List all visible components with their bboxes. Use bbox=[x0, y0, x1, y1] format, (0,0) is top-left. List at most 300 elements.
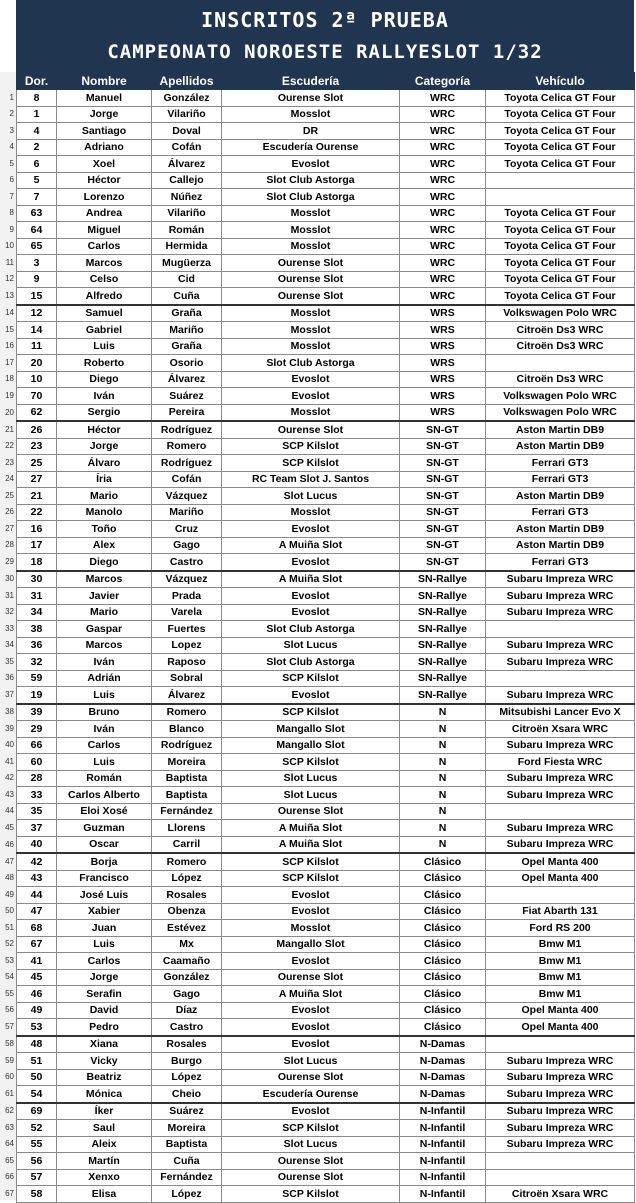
cell-vehiculo[interactable]: Toyota Celica GT Four bbox=[486, 255, 635, 272]
cell-vehiculo[interactable] bbox=[486, 621, 635, 638]
cell-categoria[interactable]: Clásico bbox=[400, 887, 486, 904]
cell-categoria[interactable]: N bbox=[400, 770, 486, 787]
cell-nombre[interactable]: Íria bbox=[57, 471, 152, 488]
cell-escuderia[interactable]: Mosslot bbox=[222, 238, 400, 255]
cell-nombre[interactable]: Borja bbox=[57, 853, 152, 870]
cell-vehiculo[interactable]: Toyota Celica GT Four bbox=[486, 288, 635, 305]
cell-dorsal[interactable]: 64 bbox=[17, 222, 57, 239]
cell-vehiculo[interactable] bbox=[486, 355, 635, 372]
cell-apellidos[interactable]: González bbox=[152, 969, 222, 986]
cell-dorsal[interactable]: 65 bbox=[17, 238, 57, 255]
cell-nombre[interactable]: José Luis bbox=[57, 887, 152, 904]
cell-nombre[interactable]: Eloi Xosé bbox=[57, 803, 152, 820]
cell-apellidos[interactable]: Callejo bbox=[152, 172, 222, 189]
cell-dorsal[interactable]: 14 bbox=[17, 322, 57, 339]
cell-apellidos[interactable]: Rodríguez bbox=[152, 421, 222, 438]
cell-nombre[interactable]: Miguel bbox=[57, 222, 152, 239]
cell-dorsal[interactable]: 29 bbox=[17, 721, 57, 738]
cell-vehiculo[interactable]: Subaru Impreza WRC bbox=[486, 687, 635, 704]
cell-nombre[interactable]: Román bbox=[57, 770, 152, 787]
cell-dorsal[interactable]: 43 bbox=[17, 870, 57, 887]
cell-vehiculo[interactable]: Aston Martin DB9 bbox=[486, 488, 635, 505]
cell-vehiculo[interactable]: Citroën Ds3 WRC bbox=[486, 338, 635, 355]
cell-apellidos[interactable]: Caamaño bbox=[152, 953, 222, 970]
cell-escuderia[interactable]: Slot Club Astorga bbox=[222, 172, 400, 189]
cell-vehiculo[interactable]: Citroën Xsara WRC bbox=[486, 721, 635, 738]
cell-nombre[interactable]: Pedro bbox=[57, 1019, 152, 1036]
cell-vehiculo[interactable]: Subaru Impreza WRC bbox=[486, 588, 635, 605]
cell-categoria[interactable]: N bbox=[400, 787, 486, 804]
cell-escuderia[interactable]: Evoslot bbox=[222, 953, 400, 970]
cell-vehiculo[interactable]: Citroën Xsara WRC bbox=[486, 1186, 635, 1203]
cell-categoria[interactable]: SN-GT bbox=[400, 438, 486, 455]
cell-vehiculo[interactable]: Toyota Celica GT Four bbox=[486, 106, 635, 123]
cell-apellidos[interactable]: Moreira bbox=[152, 1120, 222, 1137]
cell-nombre[interactable]: Iván bbox=[57, 721, 152, 738]
cell-apellidos[interactable]: Gago bbox=[152, 986, 222, 1003]
cell-nombre[interactable]: Elisa bbox=[57, 1186, 152, 1203]
cell-categoria[interactable]: N bbox=[400, 704, 486, 721]
cell-vehiculo[interactable]: Aston Martin DB9 bbox=[486, 521, 635, 538]
cell-vehiculo[interactable]: Bmw M1 bbox=[486, 986, 635, 1003]
cell-categoria[interactable]: WRS bbox=[400, 371, 486, 388]
cell-nombre[interactable]: Bruno bbox=[57, 704, 152, 721]
cell-escuderia[interactable]: Escudería Ourense bbox=[222, 139, 400, 156]
cell-vehiculo[interactable]: Toyota Celica GT Four bbox=[486, 90, 635, 107]
cell-nombre[interactable]: Héctor bbox=[57, 421, 152, 438]
header-escuderia[interactable]: Escudería bbox=[222, 73, 400, 90]
cell-escuderia[interactable]: DR bbox=[222, 123, 400, 140]
cell-categoria[interactable]: WRC bbox=[400, 271, 486, 288]
header-nombre[interactable]: Nombre bbox=[57, 73, 152, 90]
cell-escuderia[interactable]: Evoslot bbox=[222, 1019, 400, 1036]
cell-nombre[interactable]: Jorge bbox=[57, 438, 152, 455]
cell-apellidos[interactable]: Álvarez bbox=[152, 687, 222, 704]
cell-categoria[interactable]: WRC bbox=[400, 156, 486, 173]
cell-nombre[interactable]: Marcos bbox=[57, 637, 152, 654]
cell-nombre[interactable]: Luis bbox=[57, 687, 152, 704]
cell-apellidos[interactable]: Baptista bbox=[152, 787, 222, 804]
cell-dorsal[interactable]: 9 bbox=[17, 271, 57, 288]
cell-vehiculo[interactable]: Subaru Impreza WRC bbox=[486, 1086, 635, 1103]
cell-vehiculo[interactable]: Subaru Impreza WRC bbox=[486, 1103, 635, 1120]
cell-dorsal[interactable]: 57 bbox=[17, 1169, 57, 1186]
cell-nombre[interactable]: Javier bbox=[57, 588, 152, 605]
cell-apellidos[interactable]: Cofán bbox=[152, 471, 222, 488]
cell-vehiculo[interactable]: Volkswagen Polo WRC bbox=[486, 305, 635, 322]
cell-escuderia[interactable]: Evoslot bbox=[222, 687, 400, 704]
cell-nombre[interactable]: Toño bbox=[57, 521, 152, 538]
cell-categoria[interactable]: N-Infantil bbox=[400, 1169, 486, 1186]
cell-categoria[interactable]: SN-Rallye bbox=[400, 654, 486, 671]
cell-nombre[interactable]: Xoel bbox=[57, 156, 152, 173]
cell-escuderia[interactable]: Mosslot bbox=[222, 305, 400, 322]
cell-escuderia[interactable]: Evoslot bbox=[222, 887, 400, 904]
cell-categoria[interactable]: Clásico bbox=[400, 1019, 486, 1036]
cell-dorsal[interactable]: 2 bbox=[17, 139, 57, 156]
cell-vehiculo[interactable]: Subaru Impreza WRC bbox=[486, 737, 635, 754]
cell-categoria[interactable]: N bbox=[400, 836, 486, 853]
cell-apellidos[interactable]: Doval bbox=[152, 123, 222, 140]
cell-dorsal[interactable]: 44 bbox=[17, 887, 57, 904]
cell-categoria[interactable]: WRS bbox=[400, 404, 486, 421]
cell-dorsal[interactable]: 31 bbox=[17, 588, 57, 605]
cell-escuderia[interactable]: SCP Kilslot bbox=[222, 853, 400, 870]
cell-escuderia[interactable]: SCP Kilslot bbox=[222, 754, 400, 771]
cell-dorsal[interactable]: 26 bbox=[17, 421, 57, 438]
cell-dorsal[interactable]: 66 bbox=[17, 737, 57, 754]
cell-categoria[interactable]: N-Infantil bbox=[400, 1120, 486, 1137]
cell-escuderia[interactable]: Mosslot bbox=[222, 404, 400, 421]
cell-apellidos[interactable]: Rosales bbox=[152, 1036, 222, 1053]
cell-escuderia[interactable]: Mosslot bbox=[222, 322, 400, 339]
cell-apellidos[interactable]: Prada bbox=[152, 588, 222, 605]
cell-escuderia[interactable]: Mosslot bbox=[222, 222, 400, 239]
cell-vehiculo[interactable]: Bmw M1 bbox=[486, 969, 635, 986]
cell-vehiculo[interactable] bbox=[486, 670, 635, 687]
cell-escuderia[interactable]: A Muiña Slot bbox=[222, 836, 400, 853]
cell-escuderia[interactable]: Mosslot bbox=[222, 106, 400, 123]
cell-dorsal[interactable]: 69 bbox=[17, 1103, 57, 1120]
cell-categoria[interactable]: N bbox=[400, 721, 486, 738]
cell-vehiculo[interactable]: Opel Manta 400 bbox=[486, 1002, 635, 1019]
cell-categoria[interactable]: Clásico bbox=[400, 969, 486, 986]
cell-dorsal[interactable]: 54 bbox=[17, 1086, 57, 1103]
cell-apellidos[interactable]: Núñez bbox=[152, 189, 222, 206]
cell-escuderia[interactable]: Evoslot bbox=[222, 1103, 400, 1120]
cell-dorsal[interactable]: 34 bbox=[17, 604, 57, 621]
cell-categoria[interactable]: SN-GT bbox=[400, 521, 486, 538]
cell-vehiculo[interactable]: Subaru Impreza WRC bbox=[486, 1069, 635, 1086]
cell-nombre[interactable]: Alex bbox=[57, 537, 152, 554]
cell-categoria[interactable]: Clásico bbox=[400, 920, 486, 937]
cell-dorsal[interactable]: 10 bbox=[17, 371, 57, 388]
cell-apellidos[interactable]: Suárez bbox=[152, 1103, 222, 1120]
cell-categoria[interactable]: SN-GT bbox=[400, 554, 486, 571]
cell-nombre[interactable]: Jorge bbox=[57, 969, 152, 986]
cell-vehiculo[interactable]: Citroën Ds3 WRC bbox=[486, 322, 635, 339]
cell-categoria[interactable]: N-Infantil bbox=[400, 1153, 486, 1170]
cell-categoria[interactable]: SN-GT bbox=[400, 421, 486, 438]
cell-dorsal[interactable]: 23 bbox=[17, 438, 57, 455]
cell-escuderia[interactable]: Mosslot bbox=[222, 920, 400, 937]
cell-dorsal[interactable]: 5 bbox=[17, 172, 57, 189]
cell-apellidos[interactable]: Mugüerza bbox=[152, 255, 222, 272]
cell-dorsal[interactable]: 16 bbox=[17, 521, 57, 538]
cell-dorsal[interactable]: 67 bbox=[17, 936, 57, 953]
cell-apellidos[interactable]: Vázquez bbox=[152, 571, 222, 588]
cell-vehiculo[interactable]: Subaru Impreza WRC bbox=[486, 571, 635, 588]
cell-escuderia[interactable]: Evoslot bbox=[222, 521, 400, 538]
cell-nombre[interactable]: Gabriel bbox=[57, 322, 152, 339]
cell-categoria[interactable]: SN-Rallye bbox=[400, 670, 486, 687]
cell-nombre[interactable]: Juan bbox=[57, 920, 152, 937]
cell-vehiculo[interactable]: Subaru Impreza WRC bbox=[486, 604, 635, 621]
cell-categoria[interactable]: Clásico bbox=[400, 903, 486, 920]
cell-nombre[interactable]: Roberto bbox=[57, 355, 152, 372]
cell-vehiculo[interactable]: Subaru Impreza WRC bbox=[486, 1120, 635, 1137]
cell-vehiculo[interactable]: Ford RS 200 bbox=[486, 920, 635, 937]
cell-nombre[interactable]: Aleix bbox=[57, 1136, 152, 1153]
cell-vehiculo[interactable]: Toyota Celica GT Four bbox=[486, 271, 635, 288]
cell-vehiculo[interactable] bbox=[486, 172, 635, 189]
cell-nombre[interactable]: Héctor bbox=[57, 172, 152, 189]
cell-dorsal[interactable]: 63 bbox=[17, 205, 57, 222]
cell-escuderia[interactable]: Slot Lucus bbox=[222, 787, 400, 804]
cell-escuderia[interactable]: Slot Club Astorga bbox=[222, 189, 400, 206]
cell-categoria[interactable]: SN-Rallye bbox=[400, 588, 486, 605]
cell-apellidos[interactable]: Romero bbox=[152, 704, 222, 721]
cell-dorsal[interactable]: 21 bbox=[17, 488, 57, 505]
cell-categoria[interactable]: Clásico bbox=[400, 953, 486, 970]
cell-dorsal[interactable]: 33 bbox=[17, 787, 57, 804]
cell-escuderia[interactable]: Ourense Slot bbox=[222, 969, 400, 986]
cell-categoria[interactable]: SN-Rallye bbox=[400, 621, 486, 638]
cell-categoria[interactable]: WRS bbox=[400, 305, 486, 322]
cell-vehiculo[interactable] bbox=[486, 803, 635, 820]
cell-categoria[interactable]: WRC bbox=[400, 139, 486, 156]
cell-vehiculo[interactable]: Opel Manta 400 bbox=[486, 1019, 635, 1036]
cell-categoria[interactable]: N-Infantil bbox=[400, 1186, 486, 1203]
cell-categoria[interactable]: WRC bbox=[400, 205, 486, 222]
cell-escuderia[interactable]: Ourense Slot bbox=[222, 803, 400, 820]
cell-nombre[interactable]: Lorenzo bbox=[57, 189, 152, 206]
cell-nombre[interactable]: Gaspar bbox=[57, 621, 152, 638]
cell-vehiculo[interactable]: Bmw M1 bbox=[486, 953, 635, 970]
cell-dorsal[interactable]: 8 bbox=[17, 90, 57, 107]
cell-nombre[interactable]: Íker bbox=[57, 1103, 152, 1120]
cell-escuderia[interactable]: Ourense Slot bbox=[222, 288, 400, 305]
cell-vehiculo[interactable]: Toyota Celica GT Four bbox=[486, 238, 635, 255]
cell-apellidos[interactable]: Graña bbox=[152, 305, 222, 322]
cell-dorsal[interactable]: 20 bbox=[17, 355, 57, 372]
cell-escuderia[interactable]: Mangallo Slot bbox=[222, 737, 400, 754]
cell-nombre[interactable]: Luis bbox=[57, 936, 152, 953]
cell-escuderia[interactable]: Mangallo Slot bbox=[222, 721, 400, 738]
cell-apellidos[interactable]: Burgo bbox=[152, 1053, 222, 1070]
cell-dorsal[interactable]: 59 bbox=[17, 670, 57, 687]
cell-apellidos[interactable]: González bbox=[152, 90, 222, 107]
cell-categoria[interactable]: SN-Rallye bbox=[400, 637, 486, 654]
cell-categoria[interactable]: SN-Rallye bbox=[400, 571, 486, 588]
cell-apellidos[interactable]: Fernández bbox=[152, 803, 222, 820]
cell-apellidos[interactable]: Mx bbox=[152, 936, 222, 953]
cell-nombre[interactable]: Mario bbox=[57, 604, 152, 621]
cell-escuderia[interactable]: Slot Lucus bbox=[222, 637, 400, 654]
cell-nombre[interactable]: Iván bbox=[57, 654, 152, 671]
cell-escuderia[interactable]: Slot Club Astorga bbox=[222, 355, 400, 372]
cell-vehiculo[interactable]: Opel Manta 400 bbox=[486, 853, 635, 870]
cell-categoria[interactable]: SN-GT bbox=[400, 471, 486, 488]
cell-nombre[interactable]: Carlos bbox=[57, 238, 152, 255]
cell-vehiculo[interactable]: Volkswagen Polo WRC bbox=[486, 388, 635, 405]
cell-dorsal[interactable]: 15 bbox=[17, 288, 57, 305]
cell-apellidos[interactable]: Romero bbox=[152, 438, 222, 455]
cell-apellidos[interactable]: Estévez bbox=[152, 920, 222, 937]
cell-nombre[interactable]: Beatriz bbox=[57, 1069, 152, 1086]
cell-categoria[interactable]: WRC bbox=[400, 123, 486, 140]
cell-nombre[interactable]: Andrea bbox=[57, 205, 152, 222]
cell-escuderia[interactable]: Slot Lucus bbox=[222, 770, 400, 787]
cell-escuderia[interactable]: SCP Kilslot bbox=[222, 455, 400, 472]
cell-vehiculo[interactable]: Subaru Impreza WRC bbox=[486, 836, 635, 853]
cell-escuderia[interactable]: A Muiña Slot bbox=[222, 571, 400, 588]
cell-apellidos[interactable]: Rosales bbox=[152, 887, 222, 904]
cell-vehiculo[interactable]: Subaru Impreza WRC bbox=[486, 820, 635, 837]
cell-nombre[interactable]: Francisco bbox=[57, 870, 152, 887]
cell-categoria[interactable]: N-Damas bbox=[400, 1053, 486, 1070]
cell-escuderia[interactable]: Mosslot bbox=[222, 338, 400, 355]
cell-vehiculo[interactable]: Toyota Celica GT Four bbox=[486, 205, 635, 222]
cell-categoria[interactable]: WRC bbox=[400, 255, 486, 272]
cell-nombre[interactable]: Carlos bbox=[57, 953, 152, 970]
cell-escuderia[interactable]: SCP Kilslot bbox=[222, 1186, 400, 1203]
cell-escuderia[interactable]: A Muiña Slot bbox=[222, 537, 400, 554]
cell-vehiculo[interactable]: Aston Martin DB9 bbox=[486, 421, 635, 438]
cell-apellidos[interactable]: Hermida bbox=[152, 238, 222, 255]
cell-vehiculo[interactable]: Fiat Abarth 131 bbox=[486, 903, 635, 920]
cell-categoria[interactable]: SN-GT bbox=[400, 537, 486, 554]
cell-vehiculo[interactable] bbox=[486, 887, 635, 904]
cell-dorsal[interactable]: 17 bbox=[17, 537, 57, 554]
cell-nombre[interactable]: Marcos bbox=[57, 255, 152, 272]
cell-categoria[interactable]: Clásico bbox=[400, 936, 486, 953]
cell-escuderia[interactable]: Mosslot bbox=[222, 504, 400, 521]
cell-vehiculo[interactable]: Aston Martin DB9 bbox=[486, 438, 635, 455]
cell-escuderia[interactable]: Slot Club Astorga bbox=[222, 621, 400, 638]
cell-categoria[interactable]: SN-Rallye bbox=[400, 687, 486, 704]
cell-categoria[interactable]: WRC bbox=[400, 172, 486, 189]
cell-apellidos[interactable]: Rodríguez bbox=[152, 737, 222, 754]
cell-apellidos[interactable]: Cheio bbox=[152, 1086, 222, 1103]
cell-dorsal[interactable]: 36 bbox=[17, 637, 57, 654]
cell-escuderia[interactable]: Evoslot bbox=[222, 1002, 400, 1019]
cell-categoria[interactable]: Clásico bbox=[400, 853, 486, 870]
cell-nombre[interactable]: Mario bbox=[57, 488, 152, 505]
cell-categoria[interactable]: WRC bbox=[400, 189, 486, 206]
cell-vehiculo[interactable]: Ferrari GT3 bbox=[486, 504, 635, 521]
cell-vehiculo[interactable] bbox=[486, 1036, 635, 1053]
cell-escuderia[interactable]: A Muiña Slot bbox=[222, 820, 400, 837]
cell-dorsal[interactable]: 42 bbox=[17, 853, 57, 870]
cell-nombre[interactable]: Mónica bbox=[57, 1086, 152, 1103]
header-vehiculo[interactable]: Vehículo bbox=[486, 73, 635, 90]
cell-categoria[interactable]: WRC bbox=[400, 90, 486, 107]
cell-dorsal[interactable]: 60 bbox=[17, 754, 57, 771]
cell-dorsal[interactable]: 37 bbox=[17, 820, 57, 837]
cell-apellidos[interactable]: Moreira bbox=[152, 754, 222, 771]
cell-apellidos[interactable]: Cid bbox=[152, 271, 222, 288]
cell-categoria[interactable]: N-Infantil bbox=[400, 1103, 486, 1120]
cell-vehiculo[interactable] bbox=[486, 1153, 635, 1170]
cell-dorsal[interactable]: 40 bbox=[17, 836, 57, 853]
cell-nombre[interactable]: Luis bbox=[57, 754, 152, 771]
cell-apellidos[interactable]: Llorens bbox=[152, 820, 222, 837]
cell-nombre[interactable]: Xenxo bbox=[57, 1169, 152, 1186]
cell-escuderia[interactable]: Mosslot bbox=[222, 205, 400, 222]
cell-categoria[interactable]: Clásico bbox=[400, 1002, 486, 1019]
cell-vehiculo[interactable]: Toyota Celica GT Four bbox=[486, 156, 635, 173]
cell-nombre[interactable]: Celso bbox=[57, 271, 152, 288]
cell-categoria[interactable]: Clásico bbox=[400, 986, 486, 1003]
cell-apellidos[interactable]: Baptista bbox=[152, 1136, 222, 1153]
cell-dorsal[interactable]: 52 bbox=[17, 1120, 57, 1137]
cell-apellidos[interactable]: Álvarez bbox=[152, 156, 222, 173]
cell-vehiculo[interactable]: Mitsubishi Lancer Evo X bbox=[486, 704, 635, 721]
cell-apellidos[interactable]: Lopez bbox=[152, 637, 222, 654]
cell-vehiculo[interactable]: Subaru Impreza WRC bbox=[486, 654, 635, 671]
header-categoria[interactable]: Categoría bbox=[400, 73, 486, 90]
cell-escuderia[interactable]: Evoslot bbox=[222, 554, 400, 571]
cell-nombre[interactable]: Manolo bbox=[57, 504, 152, 521]
cell-escuderia[interactable]: Escudería Ourense bbox=[222, 1086, 400, 1103]
cell-apellidos[interactable]: Díaz bbox=[152, 1002, 222, 1019]
cell-vehiculo[interactable]: Ferrari GT3 bbox=[486, 471, 635, 488]
cell-categoria[interactable]: SN-GT bbox=[400, 455, 486, 472]
cell-vehiculo[interactable]: Volkswagen Polo WRC bbox=[486, 404, 635, 421]
cell-escuderia[interactable]: Mangallo Slot bbox=[222, 936, 400, 953]
cell-escuderia[interactable]: RC Team Slot J. Santos bbox=[222, 471, 400, 488]
cell-apellidos[interactable]: Sobral bbox=[152, 670, 222, 687]
cell-nombre[interactable]: Alfredo bbox=[57, 288, 152, 305]
cell-apellidos[interactable]: Cuña bbox=[152, 1153, 222, 1170]
cell-apellidos[interactable]: Álvarez bbox=[152, 371, 222, 388]
cell-dorsal[interactable]: 62 bbox=[17, 404, 57, 421]
cell-categoria[interactable]: N bbox=[400, 803, 486, 820]
cell-vehiculo[interactable] bbox=[486, 189, 635, 206]
cell-apellidos[interactable]: Osorio bbox=[152, 355, 222, 372]
cell-vehiculo[interactable]: Subaru Impreza WRC bbox=[486, 787, 635, 804]
cell-escuderia[interactable]: Ourense Slot bbox=[222, 90, 400, 107]
cell-vehiculo[interactable]: Toyota Celica GT Four bbox=[486, 222, 635, 239]
cell-escuderia[interactable]: Ourense Slot bbox=[222, 1069, 400, 1086]
cell-vehiculo[interactable]: Toyota Celica GT Four bbox=[486, 123, 635, 140]
cell-apellidos[interactable]: Graña bbox=[152, 338, 222, 355]
cell-dorsal[interactable]: 39 bbox=[17, 704, 57, 721]
cell-apellidos[interactable]: Gago bbox=[152, 537, 222, 554]
cell-nombre[interactable]: Adrián bbox=[57, 670, 152, 687]
cell-apellidos[interactable]: Fernández bbox=[152, 1169, 222, 1186]
cell-escuderia[interactable]: Evoslot bbox=[222, 156, 400, 173]
cell-apellidos[interactable]: López bbox=[152, 1069, 222, 1086]
cell-nombre[interactable]: Diego bbox=[57, 371, 152, 388]
cell-escuderia[interactable]: SCP Kilslot bbox=[222, 1120, 400, 1137]
cell-categoria[interactable]: WRS bbox=[400, 322, 486, 339]
cell-categoria[interactable]: N bbox=[400, 754, 486, 771]
cell-apellidos[interactable]: Varela bbox=[152, 604, 222, 621]
cell-dorsal[interactable]: 1 bbox=[17, 106, 57, 123]
cell-escuderia[interactable]: Ourense Slot bbox=[222, 1169, 400, 1186]
cell-dorsal[interactable]: 30 bbox=[17, 571, 57, 588]
cell-apellidos[interactable]: Román bbox=[152, 222, 222, 239]
cell-nombre[interactable]: Carlos Alberto bbox=[57, 787, 152, 804]
cell-nombre[interactable]: Vicky bbox=[57, 1053, 152, 1070]
cell-nombre[interactable]: Luis bbox=[57, 338, 152, 355]
cell-apellidos[interactable]: López bbox=[152, 1186, 222, 1203]
cell-categoria[interactable]: N-Infantil bbox=[400, 1136, 486, 1153]
cell-categoria[interactable]: WRC bbox=[400, 106, 486, 123]
cell-categoria[interactable]: WRS bbox=[400, 355, 486, 372]
cell-apellidos[interactable]: Pereira bbox=[152, 404, 222, 421]
cell-apellidos[interactable]: Vilariño bbox=[152, 106, 222, 123]
cell-apellidos[interactable]: Fuertes bbox=[152, 621, 222, 638]
cell-categoria[interactable]: SN-Rallye bbox=[400, 604, 486, 621]
cell-vehiculo[interactable]: Subaru Impreza WRC bbox=[486, 1053, 635, 1070]
cell-nombre[interactable]: Adriano bbox=[57, 139, 152, 156]
cell-escuderia[interactable]: Evoslot bbox=[222, 903, 400, 920]
cell-categoria[interactable]: WRC bbox=[400, 238, 486, 255]
cell-apellidos[interactable]: Suárez bbox=[152, 388, 222, 405]
